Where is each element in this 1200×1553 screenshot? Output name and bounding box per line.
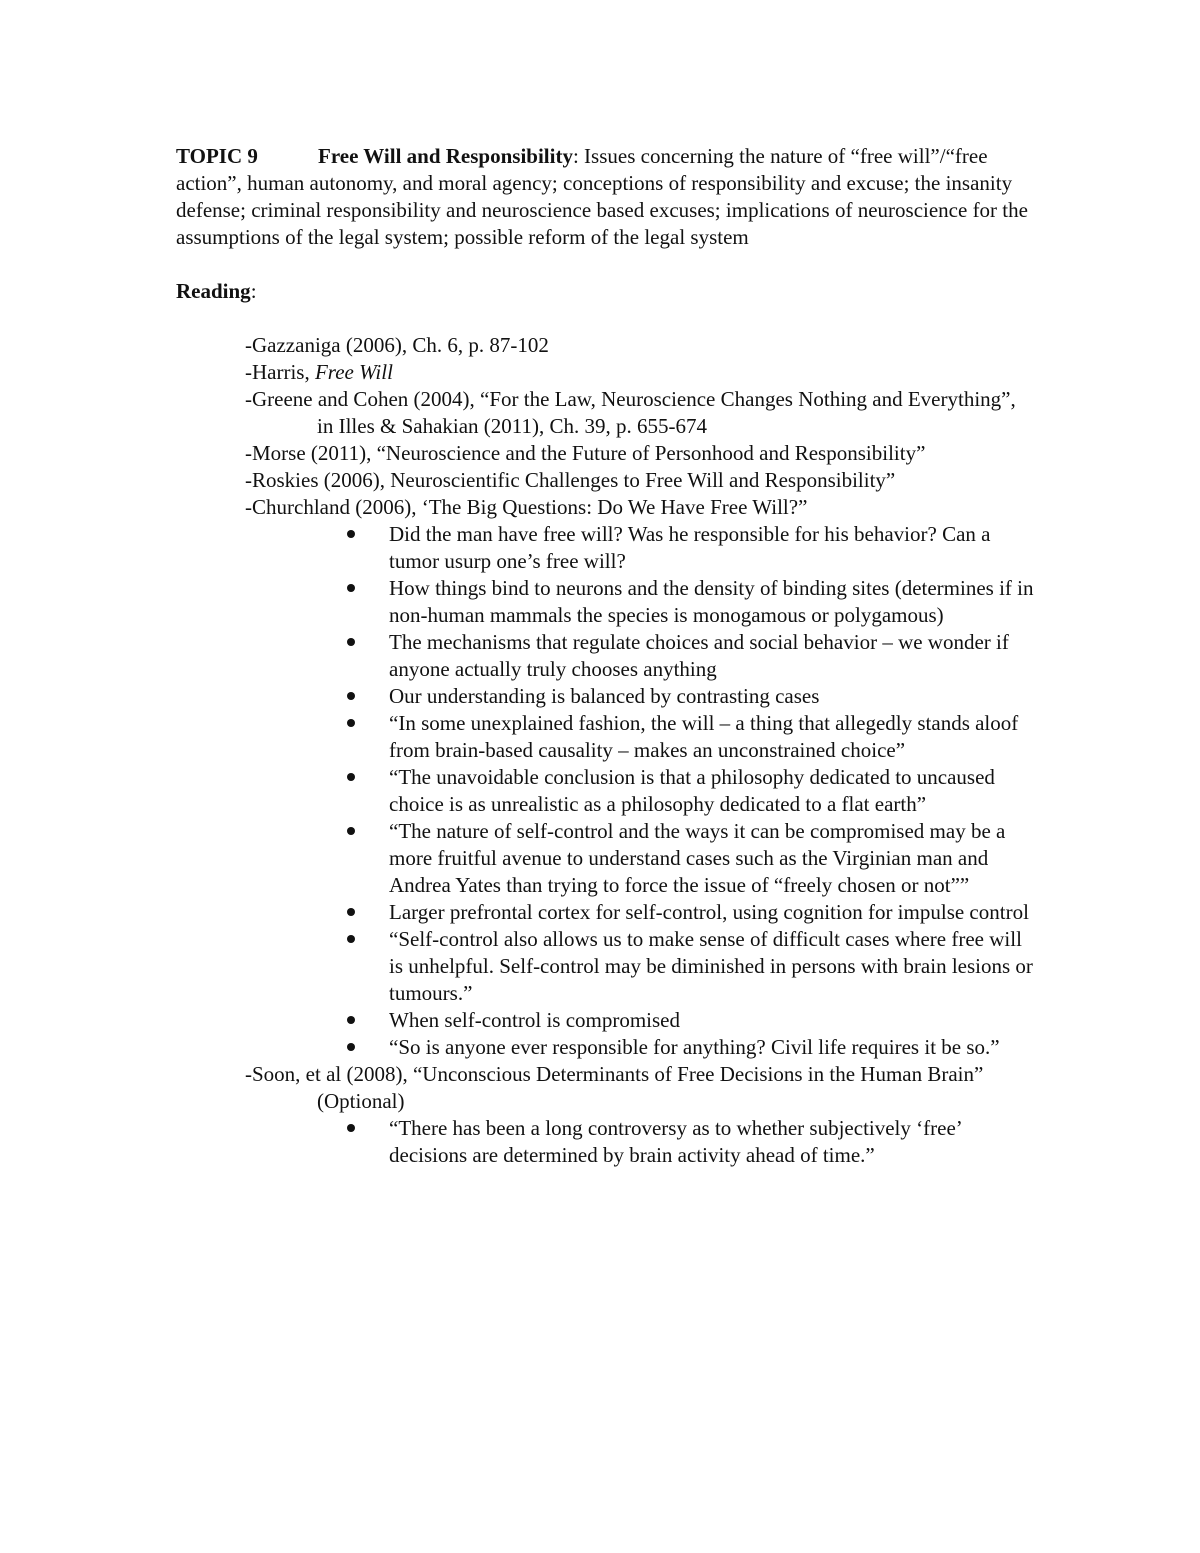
churchland-notes: [317, 521, 1036, 1061]
reading-ref-soon: -Soon, et al (2008), “Unconscious Determinants of Free Decisions in the Human Brain” (Optional): [245, 1062, 984, 1113]
bullet-icon: [347, 530, 355, 538]
list-item: [317, 818, 1036, 899]
note-text: “Self-control also allows us to make sense of difficult cases where free will is unhelpful. Self-control may be diminished in persons with brain lesions or tumours.”: [389, 927, 1033, 1005]
bullet-icon: [347, 827, 355, 835]
note-text: The mechanisms that regulate choices and social behavior – we wonder if anyone actually truly chooses anything: [389, 630, 1009, 681]
reading-list: [176, 332, 1036, 521]
reading-heading: [176, 278, 1036, 305]
list-item: [317, 575, 1036, 629]
bullet-icon: [347, 638, 355, 646]
harris-title: Free Will: [314, 360, 393, 384]
note-text: Did the man have free will? Was he responsible for his behavior? Can a tumor usurp one’s free will?: [389, 522, 991, 573]
note-text: When self-control is compromised: [389, 1008, 681, 1032]
reading-ref-morse: -Morse (2011), “Neuroscience and the Future of Personhood and Responsibility”: [245, 441, 926, 465]
reading-ref-harris: [245, 359, 1036, 386]
note-text: Larger prefrontal cortex for self-control, using cognition for impulse control: [389, 900, 1029, 924]
list-item: [317, 710, 1036, 764]
list-item: [317, 521, 1036, 575]
reading-label: Reading: [176, 279, 251, 303]
topic-label: TOPIC 9: [176, 144, 258, 168]
soon-notes: [317, 1115, 1036, 1169]
document-page: [176, 143, 1036, 1169]
harris-author: -Harris,: [245, 360, 315, 384]
note-text: “There has been a long controversy as to whether subjectively ‘free’ decisions are determined by brain activity ahead of time.”: [389, 1116, 962, 1167]
list-item: [317, 764, 1036, 818]
topic-description: : Issues concerning the nature of “free will”/“free action”, human autonomy, and moral agency; conceptions of responsibility and excuse; the insanity defense; criminal responsibility and neuroscience based excuses; implications of neuroscience for the assumptions of the legal system; possible reform of the legal system: [176, 144, 1028, 249]
note-text: “So is anyone ever responsible for anything? Civil life requires it be so.”: [389, 1035, 1000, 1059]
list-item: [317, 683, 1036, 710]
bullet-icon: [347, 692, 355, 700]
list-item: [317, 629, 1036, 683]
topic-title: Free Will and Responsibility: [318, 144, 573, 168]
note-text: “The nature of self-control and the ways it can be compromised may be a more fruitful avenue to understand cases such as the Virginian man and Andrea Yates than trying to force the issue of “freely chosen or not””: [389, 819, 1006, 897]
topic-heading: [176, 143, 1036, 251]
list-item: [317, 899, 1036, 926]
reading-ref-gazzaniga: -Gazzaniga (2006), Ch. 6, p. 87-102: [245, 333, 549, 357]
bullet-icon: [347, 1016, 355, 1024]
reading-list-soon: [176, 1061, 1036, 1115]
note-text: How things bind to neurons and the density of binding sites (determines if in non-human mammals the species is monogamous or polygamous): [389, 576, 1034, 627]
bullet-icon: [347, 908, 355, 916]
bullet-icon: [347, 935, 355, 943]
bullet-icon: [347, 719, 355, 727]
list-item: [317, 1007, 1036, 1034]
note-text: “In some unexplained fashion, the will – a thing that allegedly stands aloof from brain-based causality – makes an unconstrained choice”: [389, 711, 1019, 762]
note-text: Our understanding is balanced by contrasting cases: [389, 684, 820, 708]
list-item: [317, 1115, 1036, 1169]
list-item: [317, 1034, 1036, 1061]
reading-ref-greene-cohen: -Greene and Cohen (2004), “For the Law, Neuroscience Changes Nothing and Everything”, in Illes & Sahakian (2011), Ch. 39, p. 655-674: [245, 387, 1016, 438]
bullet-icon: [347, 1043, 355, 1051]
bullet-icon: [347, 1124, 355, 1132]
list-item: [317, 926, 1036, 1007]
reading-ref-roskies: -Roskies (2006), Neuroscientific Challenges to Free Will and Responsibility”: [245, 468, 896, 492]
bullet-icon: [347, 773, 355, 781]
reading-ref-churchland: -Churchland (2006), ‘The Big Questions: Do We Have Free Will?”: [245, 495, 808, 519]
bullet-icon: [347, 584, 355, 592]
reading-label-colon: :: [250, 279, 257, 303]
note-text: “The unavoidable conclusion is that a philosophy dedicated to uncaused choice is as unrealistic as a philosophy dedicated to a flat earth”: [389, 765, 995, 816]
